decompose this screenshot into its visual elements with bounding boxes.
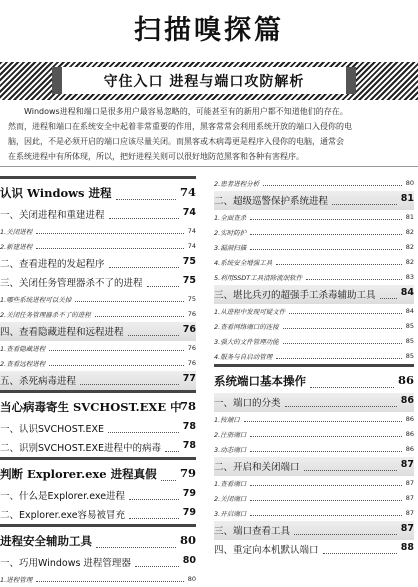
toc-section xyxy=(0,505,196,524)
toc-page-number: 76 xyxy=(187,344,196,352)
banner-title: 守住入口 进程与端口攻防解析 xyxy=(52,67,356,94)
toc-subsection xyxy=(214,412,414,427)
toc-entry-label: 4.服务与自启动管理 xyxy=(214,353,273,361)
toc-leader-dots xyxy=(129,518,179,519)
toc-entry-label: 2.患者进程分析 xyxy=(214,180,260,188)
toc-entry-label: 二、查看进程的发起程序 xyxy=(0,259,105,270)
toc-entry-label: 一、认识SVCHOST.EXE xyxy=(0,424,105,435)
toc-subsection xyxy=(214,427,414,442)
toc-entry-label: 1.进程管理 xyxy=(0,576,33,584)
toc-leader-dots xyxy=(310,387,394,388)
toc-page-number: 80 xyxy=(179,533,196,547)
toc-subsection xyxy=(214,476,414,491)
toc-entry-label: 二、超级巡警保护系统进程 xyxy=(214,196,329,207)
toc-leader-dots xyxy=(285,406,397,407)
toc-leader-dots xyxy=(36,248,184,249)
toc-page-number: 78 xyxy=(179,399,196,413)
toc-leader-dots xyxy=(250,249,402,250)
toc-leader-dots xyxy=(96,547,176,548)
toc-page-number: 82 xyxy=(405,228,414,236)
toc-page-number: 84 xyxy=(405,307,414,315)
toc-leader-dots xyxy=(161,480,176,481)
toc-entry-label: 1.查看端口 xyxy=(214,480,247,488)
toc-leader-dots xyxy=(250,485,402,486)
toc-leader-dots xyxy=(135,566,179,567)
toc-page-number: 87 xyxy=(405,509,414,517)
toc-section xyxy=(214,191,414,210)
toc-leader-dots xyxy=(250,451,402,452)
toc-leader-dots xyxy=(75,301,184,302)
toc-leader-dots xyxy=(250,436,402,437)
intro-line: Windows进程和端口是很多用户最容易忽略的，可能甚至有的新用户都不知道他们的存在。 xyxy=(24,107,348,116)
toc-entry-label: 3.强大的文件管理功能 xyxy=(214,338,279,346)
toc-section xyxy=(214,285,414,304)
toc-leader-dots xyxy=(276,358,402,359)
toc-page-number: 79 xyxy=(182,507,196,518)
toc-page-number: 86 xyxy=(400,395,414,406)
toc-entry-label: 2.实时防护 xyxy=(214,229,247,237)
toc-section xyxy=(0,553,196,572)
toc-page-number: 76 xyxy=(187,359,196,367)
toc-chapter xyxy=(0,176,196,205)
toc-page-number: 75 xyxy=(182,275,196,286)
toc-page-number: 76 xyxy=(187,310,196,318)
toc-entry-label: 4.系统安全增强工具 xyxy=(214,259,273,267)
toc-section xyxy=(214,393,414,412)
toc-subsection xyxy=(0,239,196,254)
toc-leader-dots xyxy=(306,279,402,280)
toc-subsection xyxy=(0,224,196,239)
toc-entry-label: 2.关闭端口 xyxy=(214,495,247,503)
toc-entry-label: 一、巧用Windows 进程管理器 xyxy=(0,558,131,569)
toc-page-number: 81 xyxy=(400,193,414,204)
toc-entry-label: 5.利用SSDT工具清除流氓软件 xyxy=(214,274,303,282)
toc-page-number: 87 xyxy=(400,459,414,470)
toc-leader-dots xyxy=(323,553,397,554)
toc-page-number: 74 xyxy=(182,207,196,218)
toc-subsection xyxy=(214,349,414,364)
toc-leader-dots xyxy=(283,343,402,344)
toc-page-number: 74 xyxy=(187,227,196,235)
toc-leader-dots xyxy=(165,451,179,452)
toc-entry-label: 当心病毒寄生 SVCHOST.EXE 中 xyxy=(0,400,182,414)
toc-leader-dots xyxy=(304,470,397,471)
toc-entry-label: 2.关闭任务管理器杀不了的进程 xyxy=(0,311,91,319)
toc-chapter xyxy=(0,524,196,553)
toc-leader-dots xyxy=(109,218,179,219)
toc-leader-dots xyxy=(95,316,184,317)
toc-page-number: 80 xyxy=(182,555,196,566)
toc-section xyxy=(214,521,414,540)
toc-leader-dots xyxy=(244,421,402,422)
toc-leader-dots xyxy=(289,313,402,314)
toc-entry-label: 判断 Explorer.exe 进程真假 xyxy=(0,467,157,481)
toc-entry-label: 3.开启端口 xyxy=(214,510,247,518)
toc-entry-label: 四、查看隐藏进程和远程进程 xyxy=(0,327,124,338)
toc-page-number: 86 xyxy=(405,415,414,423)
toc-chapter xyxy=(0,457,196,486)
toc-leader-dots xyxy=(250,234,402,235)
toc-page-number: 82 xyxy=(405,258,414,266)
toc-leader-dots xyxy=(36,581,184,582)
toc-leader-dots xyxy=(250,500,402,501)
toc-leader-dots xyxy=(263,185,402,186)
toc-leader-dots xyxy=(276,264,402,265)
toc-leader-dots xyxy=(294,534,397,535)
toc-page-number: 78 xyxy=(182,440,196,451)
toc-leader-dots xyxy=(129,499,179,500)
toc-page-number: 84 xyxy=(400,287,414,298)
toc-page-number: 77 xyxy=(182,373,196,384)
toc-entry-label: 一、关闭进程和重建进程 xyxy=(0,210,105,221)
toc-page-number: 76 xyxy=(182,324,196,335)
toc-page-number: 87 xyxy=(405,494,414,502)
toc-left-column xyxy=(0,176,196,587)
toc-entry-label: 认识 Windows 进程 xyxy=(0,186,112,200)
toc-page-number: 74 xyxy=(179,185,196,199)
toc-leader-dots xyxy=(332,204,397,205)
toc-entry-label: 2.查看远程进程 xyxy=(0,360,46,368)
toc-page-number: 75 xyxy=(182,256,196,267)
toc-page-number: 85 xyxy=(405,337,414,345)
toc-subsection xyxy=(214,240,414,255)
toc-section xyxy=(0,371,196,390)
page-title: 扫描嗅探篇 xyxy=(134,15,284,46)
toc-leader-dots xyxy=(380,298,397,299)
toc-leader-dots xyxy=(128,335,179,336)
toc-section xyxy=(0,254,196,273)
toc-entry-label: 四、重定向本机默认端口 xyxy=(214,545,319,556)
toc-entry-label: 进程安全辅助工具 xyxy=(0,534,92,548)
toc-leader-dots xyxy=(49,365,184,366)
toc-leader-dots xyxy=(109,267,179,268)
toc-leader-dots xyxy=(250,219,402,220)
toc-page-number: 86 xyxy=(405,430,414,438)
toc-subsection xyxy=(214,334,414,349)
toc-leader-dots xyxy=(49,350,184,351)
toc-page-number: 87 xyxy=(405,479,414,487)
toc-page-number: 75 xyxy=(187,295,196,303)
toc-entry-label: 一、端口的分类 xyxy=(214,398,281,409)
toc-subsection xyxy=(214,506,414,521)
toc-entry-label: 1.全面查杀 xyxy=(214,214,247,222)
toc-entry-label: 1.从进程中发现可疑文件 xyxy=(214,308,286,316)
toc-subsection xyxy=(214,270,414,285)
toc-chapter xyxy=(214,364,414,393)
toc-entry-label: 1.查看隐藏进程 xyxy=(0,345,46,353)
toc-page-number: 85 xyxy=(405,352,414,360)
toc-entry-label: 3.漏洞扫描 xyxy=(214,244,247,252)
toc-page-number: 80 xyxy=(405,179,414,187)
toc-subsection xyxy=(214,491,414,506)
toc-subsection xyxy=(0,292,196,307)
intro-line: 然而，进程和端口在系统安全中起着非常重要的作用，黑客常常会利用系统开放的端口入侵你的电 xyxy=(8,122,352,131)
toc-page-number: 79 xyxy=(182,488,196,499)
toc-entry-label: 三、关闭任务管理器杀不了的进程 xyxy=(0,278,143,289)
intro-line: 脑，因此，不是必须开启的端口应该尽量关闭。而黑客或木病毒更是程序入侵你的电脑，通常会 xyxy=(8,137,344,146)
toc-leader-dots xyxy=(80,384,179,385)
toc-section xyxy=(0,205,196,224)
toc-section xyxy=(0,419,196,438)
toc-entry-label: 五、杀死病毒进程 xyxy=(0,376,77,387)
toc-page-number: 87 xyxy=(400,523,414,534)
divider xyxy=(0,166,418,167)
toc-entry-label: 2.注册端口 xyxy=(214,431,247,439)
toc-entry-label: 1.按端口 xyxy=(214,416,240,424)
toc-page-number: 83 xyxy=(405,273,414,281)
intro-paragraph xyxy=(8,104,410,164)
toc-subsection xyxy=(214,304,414,319)
toc-subsection xyxy=(214,176,414,191)
toc-subsection xyxy=(0,341,196,356)
toc-leader-dots xyxy=(108,432,179,433)
toc-section xyxy=(0,486,196,505)
toc-entry-label: 1.关闭进程 xyxy=(0,228,33,236)
toc-subsection xyxy=(0,356,196,371)
toc-section xyxy=(0,322,196,341)
toc-subsection xyxy=(214,319,414,334)
toc-page-number: 86 xyxy=(397,373,414,387)
toc-entry-label: 3.动态端口 xyxy=(214,446,247,454)
toc-entry-label: 2.新建进程 xyxy=(0,243,33,251)
toc-subsection xyxy=(214,225,414,240)
toc-page-number: 82 xyxy=(405,243,414,251)
toc-page-number: 85 xyxy=(405,322,414,330)
intro-line: 在系统进程中有所体现，所以，把好进程关则可以很好地防范黑客和各种有害程序。 xyxy=(8,152,304,161)
toc-leader-dots xyxy=(147,286,179,287)
toc-entry-label: 2.查看网络端口的连接 xyxy=(214,323,279,331)
toc-entry-label: 一、什么是Explorer.exe进程 xyxy=(0,491,126,502)
toc-entry-label: 系统端口基本操作 xyxy=(214,374,306,388)
toc-subsection xyxy=(214,255,414,270)
toc-leader-dots xyxy=(283,328,402,329)
toc-leader-dots xyxy=(116,199,176,200)
toc-entry-label: 三、堪比兵刃的超强手工杀毒辅助工具 xyxy=(214,290,376,301)
toc-subsection xyxy=(214,210,414,225)
toc-entry-label: 三、端口查看工具 xyxy=(214,526,291,537)
toc-section xyxy=(214,457,414,476)
section-banner xyxy=(0,62,418,100)
toc-section xyxy=(214,540,414,559)
toc-page-number: 88 xyxy=(400,542,414,553)
toc-subsection xyxy=(0,572,196,587)
toc-chapter xyxy=(0,390,196,419)
toc-page-number: 74 xyxy=(187,242,196,250)
toc-entry-label: 二、Explorer.exe容易被冒充 xyxy=(0,510,126,521)
toc-subsection xyxy=(0,307,196,322)
toc-entry-label: 二、开启和关闭端口 xyxy=(214,462,300,473)
toc-page-number: 80 xyxy=(187,575,196,583)
toc-subsection xyxy=(214,442,414,457)
toc-page-number: 79 xyxy=(179,466,196,480)
toc-right-column xyxy=(214,176,414,559)
toc-page-number: 78 xyxy=(182,421,196,432)
toc-section xyxy=(0,273,196,292)
toc-entry-label: 1.哪些系统进程可以关掉 xyxy=(0,296,72,304)
toc-leader-dots xyxy=(250,515,402,516)
toc-entry-label: 二、识别SVCHOST.EXE进程中的病毒 xyxy=(0,443,162,454)
toc-leader-dots xyxy=(36,233,184,234)
toc-page-number: 86 xyxy=(405,445,414,453)
toc-page-number: 81 xyxy=(405,213,414,221)
toc-section xyxy=(0,438,196,457)
